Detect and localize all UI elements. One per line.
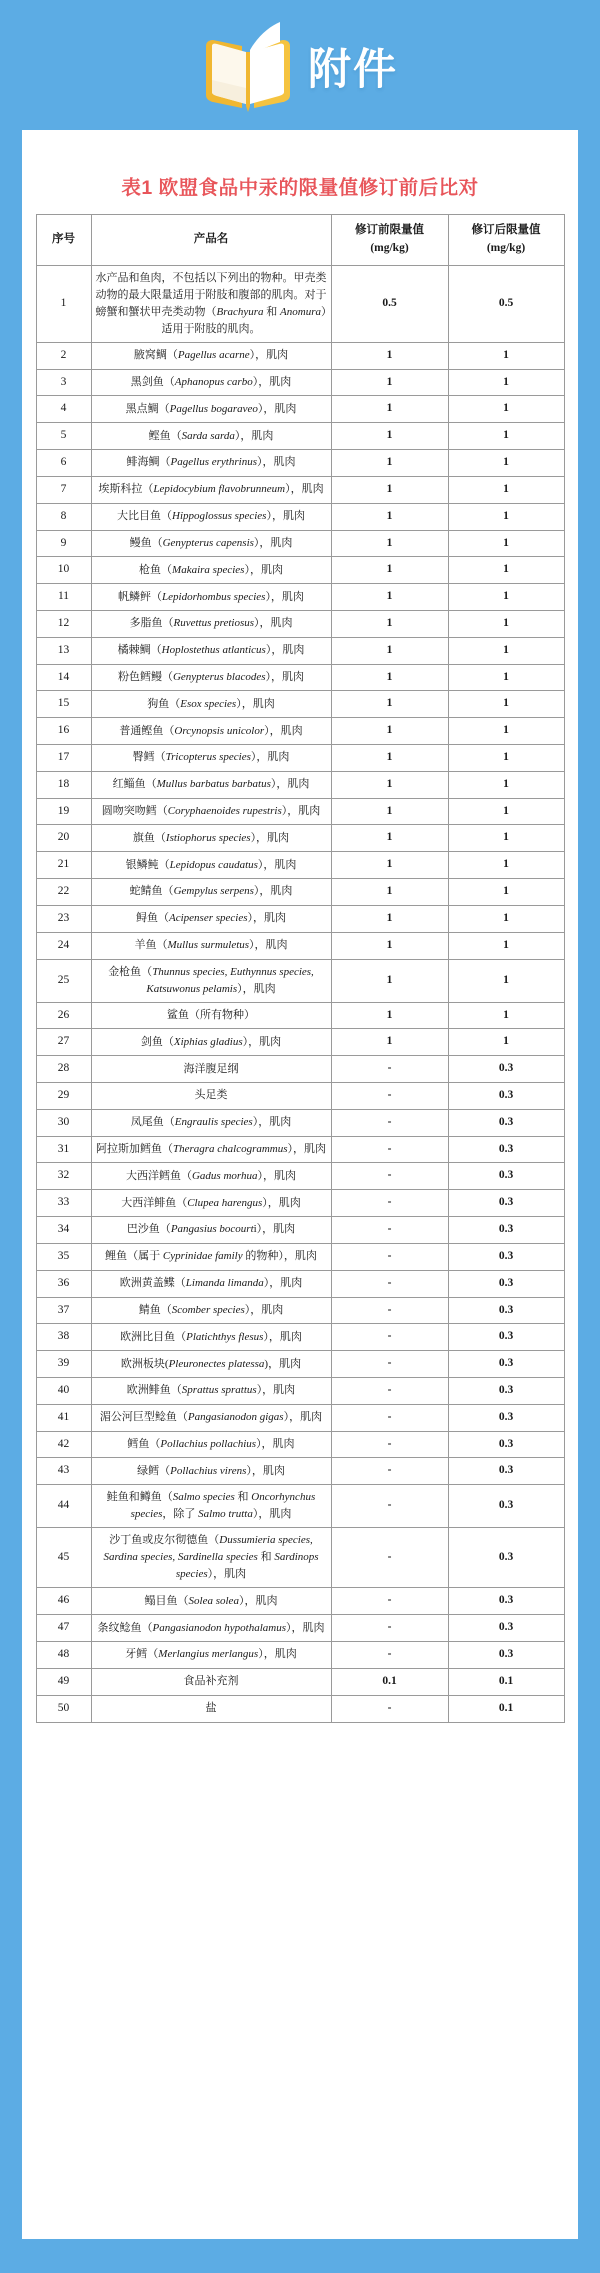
cell-limit-before: 1 — [331, 745, 448, 772]
cell-product-name: 剑鱼（Xiphias gladius），肌肉 — [91, 1029, 331, 1056]
cell-product-name: 鳎目鱼（Solea solea），肌肉 — [91, 1588, 331, 1615]
cell-product-name: 湄公河巨型鲶鱼（Pangasianodon gigas），肌肉 — [91, 1404, 331, 1431]
table-row — [36, 1029, 564, 1056]
cell-product-name: 银鳞鲀（Lepidopus caudatus），肌肉 — [91, 852, 331, 879]
cell-product-name: 旗鱼（Istiophorus species），肌肉 — [91, 825, 331, 852]
cell-limit-before: 1 — [331, 423, 448, 450]
cell-limit-after: 0.3 — [448, 1190, 564, 1217]
cell-limit-before: 1 — [331, 798, 448, 825]
cell-product-name: 帆鳞鲆（Lepidorhombus species），肌肉 — [91, 584, 331, 611]
table-row — [36, 798, 564, 825]
cell-product-name: 鲣鱼（Sarda sarda），肌肉 — [91, 423, 331, 450]
cell-product-name: 绿鳕（Pollachius virens），肌肉 — [91, 1458, 331, 1485]
cell-no: 46 — [36, 1588, 91, 1615]
cell-no: 19 — [36, 798, 91, 825]
table-row — [36, 664, 564, 691]
cell-product-name: 腋窝鲷（Pagellus acarne），肌肉 — [91, 342, 331, 369]
cell-product-name: 埃斯科拉（Lepidocybium flavobrunneum），肌肉 — [91, 476, 331, 503]
table-row — [36, 1083, 564, 1110]
cell-limit-before: 1 — [331, 664, 448, 691]
cell-limit-after: 0.1 — [448, 1695, 564, 1722]
cell-limit-before: - — [331, 1163, 448, 1190]
cell-no: 6 — [36, 450, 91, 477]
cell-limit-after: 1 — [448, 1002, 564, 1029]
table-row — [36, 1404, 564, 1431]
cell-no: 27 — [36, 1029, 91, 1056]
cell-limit-before: 1 — [331, 825, 448, 852]
cell-limit-before: - — [331, 1404, 448, 1431]
cell-limit-before: 1 — [331, 610, 448, 637]
table-row — [36, 265, 564, 342]
cell-no: 49 — [36, 1668, 91, 1695]
cell-product-name: 大西洋鳕鱼（Gadus morhua），肌肉 — [91, 1163, 331, 1190]
cell-limit-after: 1 — [448, 1029, 564, 1056]
cell-limit-after: 0.3 — [448, 1163, 564, 1190]
cell-no: 35 — [36, 1243, 91, 1270]
column-header-product — [91, 215, 331, 266]
cell-limit-before: 1 — [331, 905, 448, 932]
table-row — [36, 745, 564, 772]
table-row — [36, 1297, 564, 1324]
column-header-after — [448, 215, 564, 266]
cell-product-name: 鲱海鲷（Pagellus erythrinus），肌肉 — [91, 450, 331, 477]
column-header-product-label: 产品名 — [193, 232, 229, 245]
cell-no: 32 — [36, 1163, 91, 1190]
cell-limit-before: 0.1 — [331, 1668, 448, 1695]
cell-product-name: 鲨鱼（所有物种） — [91, 1002, 331, 1029]
table-row — [36, 852, 564, 879]
cell-limit-before: - — [331, 1588, 448, 1615]
cell-product-name: 水产品和鱼肉，不包括以下列出的物种。甲壳类动物的最大限量适用于附肢和腹部的肌肉。对于螃蟹和蟹状甲壳类动物（Brachyura 和 Anomura）适用于附肢的肌肉。 — [91, 265, 331, 342]
cell-limit-after: 0.1 — [448, 1668, 564, 1695]
cell-no: 2 — [36, 342, 91, 369]
cell-no: 50 — [36, 1695, 91, 1722]
cell-limit-after: 0.3 — [448, 1485, 564, 1528]
table-row — [36, 1615, 564, 1642]
cell-limit-before: 1 — [331, 691, 448, 718]
table-row — [36, 1190, 564, 1217]
cell-limit-after: 1 — [448, 396, 564, 423]
cell-no: 20 — [36, 825, 91, 852]
cell-limit-before: - — [331, 1351, 448, 1378]
cell-product-name: 欧洲板块(Pleuronectes platessa)，肌肉 — [91, 1351, 331, 1378]
cell-limit-before: 1 — [331, 1002, 448, 1029]
cell-product-name: 大西洋鲱鱼（Clupea harengus），肌肉 — [91, 1190, 331, 1217]
cell-no: 36 — [36, 1270, 91, 1297]
table-row — [36, 369, 564, 396]
table-body — [36, 265, 564, 1722]
cell-product-name: 橘棘鲷（Hoplostethus atlanticus），肌肉 — [91, 637, 331, 664]
cell-product-name: 阿拉斯加鳕鱼（Theragra chalcogrammus），肌肉 — [91, 1136, 331, 1163]
cell-limit-after: 1 — [448, 718, 564, 745]
cell-no: 21 — [36, 852, 91, 879]
table-row — [36, 1668, 564, 1695]
cell-no: 45 — [36, 1528, 91, 1588]
column-header-no-label: 序号 — [52, 232, 75, 245]
table-row — [36, 1695, 564, 1722]
column-header-after-label: 修订后限量值 — [471, 224, 541, 236]
table-row — [36, 825, 564, 852]
cell-product-name: 普通鲣鱼（Orcynopsis unicolor），肌肉 — [91, 718, 331, 745]
cell-limit-after: 0.3 — [448, 1324, 564, 1351]
table-row — [36, 637, 564, 664]
column-header-before-label: 修订前限量值 — [355, 224, 424, 236]
table-row — [36, 1324, 564, 1351]
cell-limit-after: 1 — [448, 557, 564, 584]
cell-limit-after: 0.3 — [448, 1404, 564, 1431]
cell-limit-after: 1 — [448, 959, 564, 1002]
cell-limit-before: 1 — [331, 503, 448, 530]
cell-limit-after: 0.3 — [448, 1056, 564, 1083]
cell-limit-before: - — [331, 1190, 448, 1217]
cell-limit-before: - — [331, 1458, 448, 1485]
cell-limit-before: 1 — [331, 637, 448, 664]
cell-product-name: 牙鳕（Merlangius merlangus），肌肉 — [91, 1642, 331, 1669]
table-row — [36, 1431, 564, 1458]
cell-limit-after: 1 — [448, 342, 564, 369]
page-header — [0, 0, 600, 130]
open-book-icon — [202, 20, 294, 116]
table-row — [36, 476, 564, 503]
cell-product-name: 多脂鱼（Ruvettus pretiosus），肌肉 — [91, 610, 331, 637]
cell-product-name: 欧洲比目鱼（Platichthys flesus），肌肉 — [91, 1324, 331, 1351]
cell-limit-before: - — [331, 1528, 448, 1588]
cell-limit-before: - — [331, 1297, 448, 1324]
cell-limit-before: 1 — [331, 476, 448, 503]
cell-no: 30 — [36, 1109, 91, 1136]
cell-product-name: 鲤鱼（属于 Cyprinidae family 的物种），肌肉 — [91, 1243, 331, 1270]
cell-limit-before: 1 — [331, 450, 448, 477]
cell-limit-after: 0.3 — [448, 1136, 564, 1163]
cell-limit-before: 1 — [331, 369, 448, 396]
cell-limit-after: 1 — [448, 852, 564, 879]
cell-product-name: 鳗鱼（Genypterus capensis），肌肉 — [91, 530, 331, 557]
cell-limit-after: 1 — [448, 798, 564, 825]
cell-no: 10 — [36, 557, 91, 584]
cell-no: 11 — [36, 584, 91, 611]
cell-product-name: 鲟鱼（Acipenser species），肌肉 — [91, 905, 331, 932]
cell-limit-before: 1 — [331, 342, 448, 369]
mercury-limits-table — [36, 214, 565, 1723]
table-row — [36, 1485, 564, 1528]
cell-limit-before: 1 — [331, 396, 448, 423]
cell-limit-after: 0.3 — [448, 1109, 564, 1136]
cell-product-name: 鲭鱼（Scomber species），肌肉 — [91, 1297, 331, 1324]
table-row — [36, 503, 564, 530]
cell-product-name: 金枪鱼（Thunnus species, Euthynnus species, Katsuwonus pelamis），肌肉 — [91, 959, 331, 1002]
cell-limit-before: 1 — [331, 932, 448, 959]
attachment-title: 附件 — [308, 45, 398, 94]
cell-no: 31 — [36, 1136, 91, 1163]
cell-limit-after: 1 — [448, 610, 564, 637]
cell-limit-before: - — [331, 1136, 448, 1163]
table-row — [36, 1002, 564, 1029]
cell-limit-after: 0.3 — [448, 1528, 564, 1588]
cell-no: 40 — [36, 1377, 91, 1404]
cell-limit-after: 1 — [448, 879, 564, 906]
cell-limit-before: 0.5 — [331, 265, 448, 342]
cell-limit-before: 1 — [331, 852, 448, 879]
cell-no: 23 — [36, 905, 91, 932]
cell-product-name: 海洋腹足纲 — [91, 1056, 331, 1083]
cell-no: 16 — [36, 718, 91, 745]
cell-product-name: 狗鱼（Esox species），肌肉 — [91, 691, 331, 718]
table-row — [36, 905, 564, 932]
cell-no: 44 — [36, 1485, 91, 1528]
cell-no: 29 — [36, 1083, 91, 1110]
cell-product-name: 凤尾鱼（Engraulis species），肌肉 — [91, 1109, 331, 1136]
cell-limit-after: 1 — [448, 530, 564, 557]
table-row — [36, 610, 564, 637]
cell-product-name: 鲑鱼和鳟鱼（Salmo species 和 Oncorhynchus species，除了 Salmo trutta），肌肉 — [91, 1485, 331, 1528]
cell-limit-after: 1 — [448, 450, 564, 477]
cell-product-name: 欧洲黄盖鲽（Limanda limanda），肌肉 — [91, 1270, 331, 1297]
cell-limit-after: 0.3 — [448, 1351, 564, 1378]
cell-no: 7 — [36, 476, 91, 503]
cell-limit-after: 0.3 — [448, 1217, 564, 1244]
table-row — [36, 879, 564, 906]
table-row — [36, 691, 564, 718]
cell-limit-before: 1 — [331, 718, 448, 745]
cell-limit-before: 1 — [331, 1029, 448, 1056]
cell-limit-after: 0.3 — [448, 1377, 564, 1404]
cell-no: 43 — [36, 1458, 91, 1485]
cell-no: 39 — [36, 1351, 91, 1378]
column-header-after-unit: (mg/kg) — [486, 241, 526, 254]
cell-limit-after: 0.3 — [448, 1458, 564, 1485]
cell-no: 1 — [36, 265, 91, 342]
table-row — [36, 1351, 564, 1378]
cell-product-name: 粉色鳕鳗（Genypterus blacodes），肌肉 — [91, 664, 331, 691]
cell-limit-before: 1 — [331, 557, 448, 584]
cell-limit-after: 0.3 — [448, 1270, 564, 1297]
cell-limit-before: - — [331, 1485, 448, 1528]
cell-product-name: 圆吻突吻鳕（Coryphaenoides rupestris），肌肉 — [91, 798, 331, 825]
cell-no: 14 — [36, 664, 91, 691]
cell-no: 41 — [36, 1404, 91, 1431]
table-row — [36, 396, 564, 423]
cell-no: 48 — [36, 1642, 91, 1669]
cell-no: 47 — [36, 1615, 91, 1642]
cell-limit-before: 1 — [331, 584, 448, 611]
cell-no: 5 — [36, 423, 91, 450]
table-row — [36, 1056, 564, 1083]
cell-limit-after: 1 — [448, 637, 564, 664]
cell-no: 42 — [36, 1431, 91, 1458]
table-row — [36, 450, 564, 477]
cell-product-name: 黑剑鱼（Aphanopus carbo），肌肉 — [91, 369, 331, 396]
cell-limit-after: 1 — [448, 503, 564, 530]
table-row — [36, 557, 564, 584]
cell-product-name: 食品补充剂 — [91, 1668, 331, 1695]
cell-limit-after: 0.5 — [448, 265, 564, 342]
cell-no: 17 — [36, 745, 91, 772]
cell-no: 4 — [36, 396, 91, 423]
cell-limit-after: 0.3 — [448, 1243, 564, 1270]
table-row — [36, 1458, 564, 1485]
cell-limit-after: 1 — [448, 745, 564, 772]
cell-no: 26 — [36, 1002, 91, 1029]
cell-product-name: 羊鱼（Mullus surmuletus），肌肉 — [91, 932, 331, 959]
cell-limit-before: - — [331, 1217, 448, 1244]
cell-no: 28 — [36, 1056, 91, 1083]
table-row — [36, 1270, 564, 1297]
column-header-before — [331, 215, 448, 266]
cell-limit-after: 0.3 — [448, 1431, 564, 1458]
table-row — [36, 1528, 564, 1588]
table-row — [36, 1377, 564, 1404]
cell-limit-before: - — [331, 1109, 448, 1136]
cell-limit-before: - — [331, 1377, 448, 1404]
cell-limit-after: 1 — [448, 369, 564, 396]
cell-limit-before: - — [331, 1243, 448, 1270]
table-row — [36, 1109, 564, 1136]
cell-limit-after: 0.3 — [448, 1615, 564, 1642]
cell-limit-before: - — [331, 1642, 448, 1669]
cell-limit-after: 1 — [448, 905, 564, 932]
cell-limit-after: 0.3 — [448, 1588, 564, 1615]
table-row — [36, 1642, 564, 1669]
table-row — [36, 718, 564, 745]
cell-product-name: 头足类 — [91, 1083, 331, 1110]
cell-product-name: 大比目鱼（Hippoglossus species），肌肉 — [91, 503, 331, 530]
cell-product-name: 枪鱼（Makaira species），肌肉 — [91, 557, 331, 584]
cell-limit-after: 1 — [448, 691, 564, 718]
cell-no: 18 — [36, 771, 91, 798]
cell-limit-before: - — [331, 1056, 448, 1083]
table-row — [36, 342, 564, 369]
cell-limit-before: 1 — [331, 771, 448, 798]
cell-product-name: 巴沙鱼（Pangasius bocourti），肌肉 — [91, 1217, 331, 1244]
cell-no: 34 — [36, 1217, 91, 1244]
cell-limit-after: 1 — [448, 932, 564, 959]
cell-product-name: 盐 — [91, 1695, 331, 1722]
cell-no: 38 — [36, 1324, 91, 1351]
table-row — [36, 959, 564, 1002]
cell-product-name: 欧洲鲱鱼（Sprattus sprattus），肌肉 — [91, 1377, 331, 1404]
cell-no: 24 — [36, 932, 91, 959]
cell-limit-after: 1 — [448, 664, 564, 691]
table-row — [36, 584, 564, 611]
cell-limit-after: 0.3 — [448, 1297, 564, 1324]
cell-limit-before: 1 — [331, 879, 448, 906]
cell-limit-before: 1 — [331, 530, 448, 557]
cell-no: 15 — [36, 691, 91, 718]
cell-no: 8 — [36, 503, 91, 530]
table-row — [36, 423, 564, 450]
table-row — [36, 1588, 564, 1615]
cell-no: 13 — [36, 637, 91, 664]
table-row — [36, 1163, 564, 1190]
cell-limit-before: 1 — [331, 959, 448, 1002]
cell-product-name: 臀鳕（Tricopterus species），肌肉 — [91, 745, 331, 772]
table-header-row — [36, 215, 564, 266]
cell-product-name: 条纹鲶鱼（Pangasianodon hypothalamus），肌肉 — [91, 1615, 331, 1642]
cell-no: 33 — [36, 1190, 91, 1217]
cell-limit-after: 1 — [448, 825, 564, 852]
content-card — [22, 130, 578, 2239]
cell-no: 12 — [36, 610, 91, 637]
cell-limit-before: - — [331, 1431, 448, 1458]
table-row — [36, 1136, 564, 1163]
cell-product-name: 蛇鲭鱼（Gempylus serpens），肌肉 — [91, 879, 331, 906]
cell-no: 22 — [36, 879, 91, 906]
cell-limit-after: 1 — [448, 771, 564, 798]
cell-product-name: 黑点鲷（Pagellus bogaraveo），肌肉 — [91, 396, 331, 423]
column-header-no — [36, 215, 91, 266]
cell-limit-after: 1 — [448, 423, 564, 450]
table-title: 表1 欧盟食品中汞的限量值修订前后比对 — [121, 177, 479, 199]
cell-limit-before: - — [331, 1083, 448, 1110]
cell-product-name: 红鲻鱼（Mullus barbatus barbatus），肌肉 — [91, 771, 331, 798]
cell-no: 9 — [36, 530, 91, 557]
cell-no: 3 — [36, 369, 91, 396]
cell-product-name: 沙丁鱼或皮尔彻德鱼（Dussumieria species, Sardina species, Sardinella species 和 Sardinops species），肌肉 — [91, 1528, 331, 1588]
table-row — [36, 1243, 564, 1270]
cell-limit-before: - — [331, 1270, 448, 1297]
cell-limit-before: - — [331, 1615, 448, 1642]
table-row — [36, 1217, 564, 1244]
cell-limit-before: - — [331, 1695, 448, 1722]
table-row — [36, 932, 564, 959]
cell-limit-before: - — [331, 1324, 448, 1351]
cell-product-name: 鳕鱼（Pollachius pollachius），肌肉 — [91, 1431, 331, 1458]
cell-no: 25 — [36, 959, 91, 1002]
cell-limit-after: 1 — [448, 584, 564, 611]
table-row — [36, 530, 564, 557]
table-row — [36, 771, 564, 798]
cell-limit-after: 0.3 — [448, 1083, 564, 1110]
cell-limit-after: 1 — [448, 476, 564, 503]
cell-limit-after: 0.3 — [448, 1642, 564, 1669]
column-header-before-unit: (mg/kg) — [370, 241, 409, 254]
cell-no: 37 — [36, 1297, 91, 1324]
